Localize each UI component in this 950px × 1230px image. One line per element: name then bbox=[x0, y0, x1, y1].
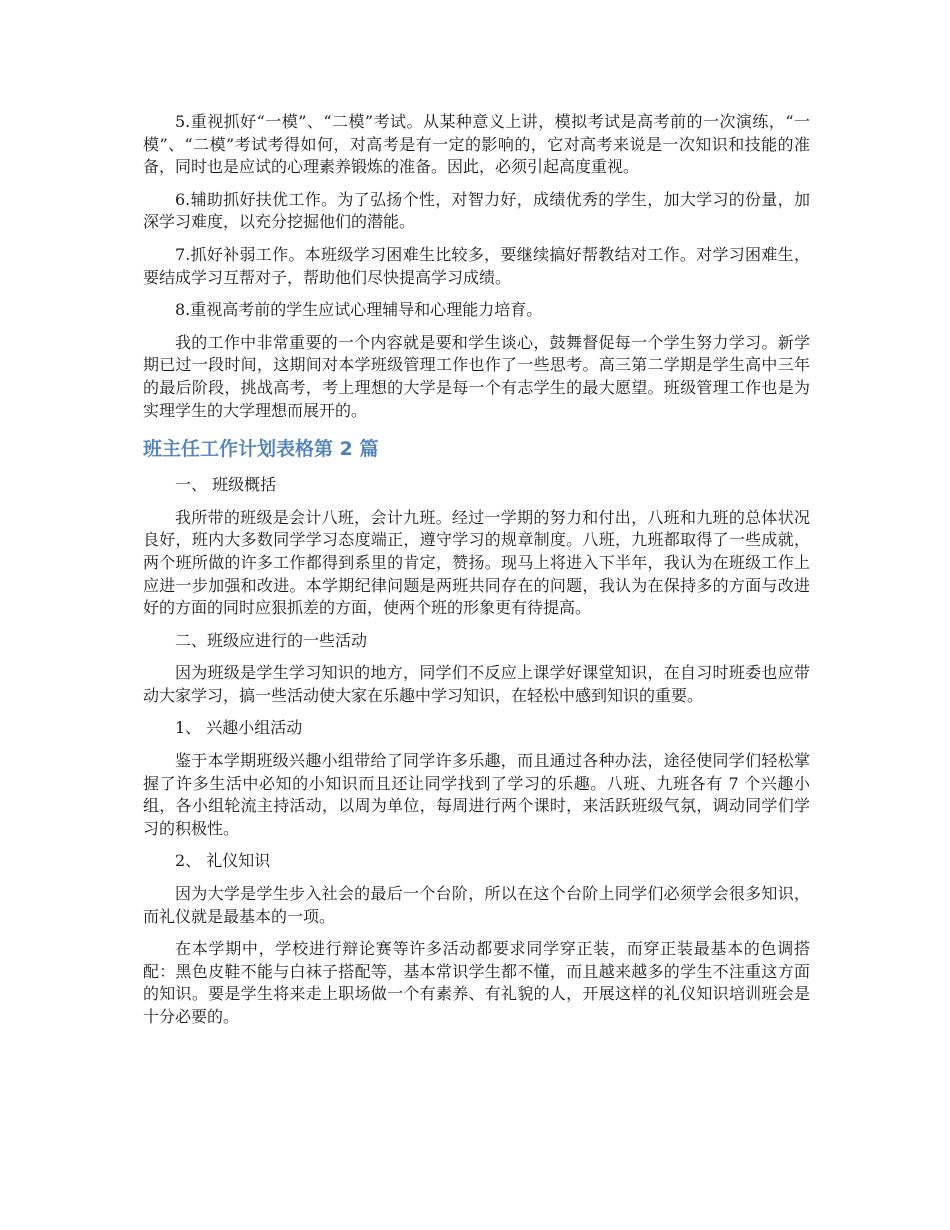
subheading-etiquette: 2、 礼仪知识 bbox=[175, 851, 271, 871]
paragraph-etiquette-intro: 因为大学是学生步入社会的最后一个台阶，所以在这个台阶上同学们必须学会很多知识，而礼仪就是最基本的一项。 bbox=[143, 884, 810, 926]
section-heading: 班主任工作计划表格第 2 篇 bbox=[143, 438, 379, 461]
paragraph-class-activities: 因为班级是学生学习知识的地方，同学们不反应上课学好课堂知识，在自习时班委也应带动大家学习，搞一些活动使大家在乐趣中学习知识，在轻松中感到知识的重要。 bbox=[143, 663, 810, 705]
paragraph-weak-students: 7.抓好补弱工作。本班级学习困难生比较多，要继续搞好帮教结对工作。对学习困难生，要结成学习互帮对子，帮助他们尽快提高学习成绩。 bbox=[143, 244, 810, 287]
paragraph-top-students: 6.辅助抓好扶优工作。为了弘扬个性，对智力好，成绩优秀的学生，加大学习的份量，加深学习难度，以充分挖掘他们的潜能。 bbox=[143, 189, 810, 232]
paragraph-class-overview: 我所带的班级是会计八班，会计九班。经过一学期的努力和付出，八班和九班的总体状况良好，班内大多数同学学习态度端正，遵守学习的规章制度。八班，九班都取得了一些成就，两个班所做的许多工作都得到系里的肯定，赞扬。现马上将进入下半年，我认为在班级工作上应进一步加强和改进。本学期纪律问题是两班共同存在的问题，我认为在保持多的方面与改进好的方面的同时应狠抓差的方面，使两个班的形象更有待提高。 bbox=[143, 507, 810, 618]
paragraph-etiquette-detail: 在本学期中，学校进行辩论赛等许多活动都要求同学穿正装，而穿正装最基本的色调搭配：黑色皮鞋不能与白袜子搭配等，基本常识学生都不懂，而且越来越多的学生不注重这方面的知识。要是学生将来走上职场做一个有素养、有礼貌的人，开展这样的礼仪知识培训班会是十分必要的。 bbox=[143, 939, 810, 1026]
paragraph-interest-groups: 鉴于本学期班级兴趣小组带给了同学许多乐趣，而且通过各种办法，途径使同学们轻松掌握了许多生活中必知的小知识而且还让同学找到了学习的乐趣。八班、九班各有 7 个兴趣小组，各小组轮流主持活动，以周为单位，每周进行两个课时，来活跃班级气氛，调动同学们学习的积极性。 bbox=[143, 751, 810, 838]
paragraph-talk-with-students: 我的工作中非常重要的一个内容就是要和学生谈心，鼓舞督促每一个学生努力学习。新学期已过一段时间，这期间对本学班级管理工作也作了一些思考。高三第二学期是学生高中三年的最后阶段，挑战高考，考上理想的大学是每一个有志学生的最大愿望。班级管理工作也是为实理学生的大学理想而展开的。 bbox=[143, 332, 810, 420]
subheading-interest-groups: 1、 兴趣小组活动 bbox=[175, 718, 303, 738]
subheading-class-overview: 一、 班级概括 bbox=[175, 475, 277, 495]
document-page bbox=[143, 111, 810, 1039]
paragraph-mock-exams: 5.重视抓好“一模”、“二模”考试。从某种意义上讲，模拟考试是高考前的一次演练，“一模”、“二模”考试考得如何，对高考是有一定的影响的，它对高考来说是一次知识和技能的准备，同时也是应试的心理素养锻炼的准备。因此，必须引起高度重视。 bbox=[143, 112, 810, 177]
subheading-class-activities: 二、班级应进行的一些活动 bbox=[175, 630, 368, 650]
paragraph-exam-psychology: 8.重视高考前的学生应试心理辅导和心理能力培育。 bbox=[175, 300, 543, 320]
